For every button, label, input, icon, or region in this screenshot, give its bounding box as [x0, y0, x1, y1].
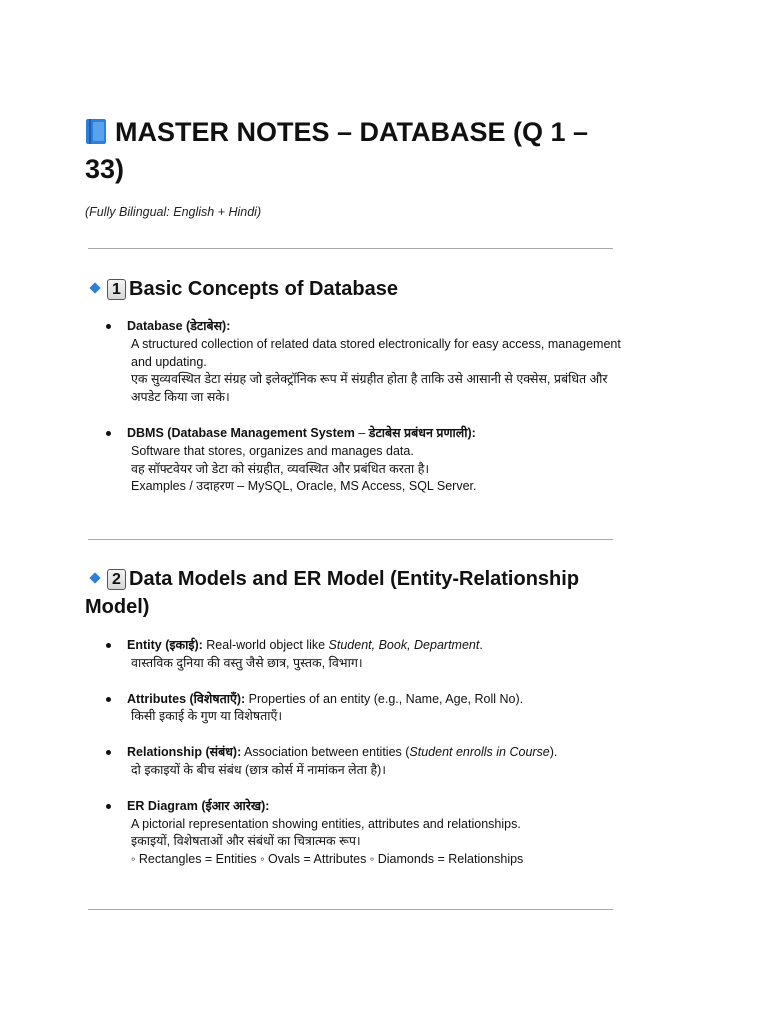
list-item — [104, 744, 624, 780]
item-line: इकाइयों, विशेषताओं और संबंधों का चित्रात्मक रूप। — [131, 834, 361, 849]
item-line: Software that stores, organizes and manages data. — [131, 443, 414, 458]
divider — [88, 909, 613, 910]
title-text: MASTER NOTES – DATABASE (Q 1 – 33) — [85, 117, 589, 184]
subtitle: (Fully Bilingual: English + Hindi) — [85, 205, 262, 219]
item-line: Examples / उदाहरण – MySQL, Oracle, MS Access, SQL Server. — [131, 479, 477, 494]
item-term: ER Diagram (ईआर आरेख): — [127, 798, 270, 813]
item-term-line — [127, 744, 624, 762]
item-term: Attributes (विशेषताएँ): — [127, 691, 246, 706]
list-item — [104, 798, 624, 869]
item-term-line — [127, 691, 624, 709]
number-badge-icon: 2 — [107, 569, 126, 590]
item-line: किसी इकाई के गुण या विशेषताएँ। — [131, 709, 283, 724]
item-term-line — [127, 425, 624, 443]
item-term-dash: – — [354, 425, 369, 440]
item-text: Real-world object like — [202, 638, 329, 652]
item-text: Properties of an entity (e.g., Name, Age, Roll No). — [245, 691, 524, 706]
item-line: दो इकाइयों के बीच संबंध (छात्र कोर्स में नामांकन लेता है)। — [131, 762, 387, 777]
item-line: A structured collection of related data stored electronically for easy access, management and updating. — [131, 336, 621, 369]
item-line: A pictorial representation showing entities, attributes and relationships. — [131, 816, 521, 831]
item-emphasis: Student, Book, Department — [328, 638, 480, 652]
bullet-icon — [106, 431, 111, 436]
item-line: वह सॉफ्टवेयर जो डेटा को संग्रहीत, व्यवस्थित और प्रबंधित करता है। — [131, 461, 430, 476]
list-item — [104, 637, 624, 673]
item-term: Entity (इकाई): — [127, 638, 203, 652]
section-heading-2 — [85, 565, 625, 621]
item-line: ◦ Rectangles = Entities ◦ Ovals = Attributes ◦ Diamonds = Relationships — [131, 852, 524, 867]
bullet-icon — [106, 804, 111, 809]
item-text: ). — [549, 745, 558, 760]
section-1-list — [104, 318, 624, 496]
item-term: DBMS (Database Management System — [127, 425, 355, 440]
bullet-icon — [106, 697, 111, 702]
item-term: Relationship (संबंध): — [127, 745, 242, 760]
item-text: . — [479, 638, 483, 652]
item-line: एक सुव्यवस्थित डेटा संग्रह जो इलेक्ट्रॉनिक रूप में संग्रहीत होता है ताकि उसे आसानी से एक्सेस, प्रबंधित और अपडेट किया जा सके। — [131, 372, 608, 405]
divider — [88, 539, 613, 540]
item-emphasis: Student enrolls in Course — [409, 745, 550, 760]
number-badge-icon: 1 — [107, 279, 126, 300]
section-2-list — [104, 637, 624, 869]
bullet-icon — [106, 643, 111, 648]
list-item — [104, 318, 624, 407]
section-heading-1 — [85, 275, 625, 303]
item-term-hindi: डेटाबेस प्रबंधन प्रणाली): — [368, 425, 476, 440]
list-item — [104, 425, 624, 496]
section-heading-text: Basic Concepts of Database — [129, 278, 398, 300]
bullet-icon — [106, 750, 111, 755]
diamond-icon — [89, 573, 100, 584]
item-term-line — [127, 637, 624, 655]
item-text: Association between entities ( — [241, 745, 410, 760]
section-heading-text: Data Models and ER Model (Entity-Relationship Model) — [85, 568, 580, 618]
bullet-icon — [106, 324, 111, 329]
item-line: वास्तविक दुनिया की वस्तु जैसे छात्र, पुस्तक, विभाग। — [131, 655, 363, 670]
diamond-icon — [89, 283, 100, 294]
list-item — [104, 691, 624, 727]
divider — [88, 248, 613, 249]
page-title — [85, 114, 625, 188]
book-icon — [85, 118, 107, 145]
item-term: Database (डेटाबेस): — [127, 319, 231, 333]
